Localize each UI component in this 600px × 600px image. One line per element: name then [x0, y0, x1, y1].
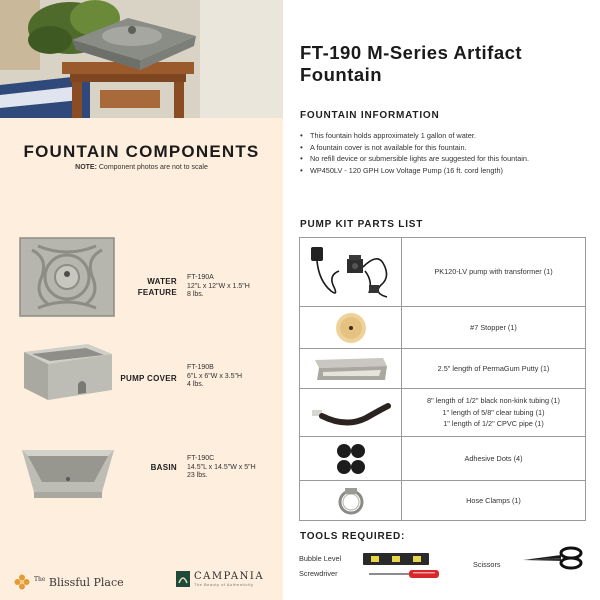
parts-table [299, 237, 586, 521]
part-description [402, 481, 586, 521]
part-description [402, 307, 586, 349]
campania-tagline: The Beauty of Authenticity [194, 582, 254, 587]
hose-clamp-icon [331, 484, 371, 518]
scissors-icon [521, 546, 585, 570]
part-image-cell [300, 389, 402, 437]
component-code: FT-190A [187, 274, 214, 281]
part-line: 8" length of 1/2" black non-kink tubing (1) [427, 396, 560, 406]
part-line: 2.5" length of PermaGum Putty (1) [437, 363, 550, 373]
part-line: #7 Stopper (1) [470, 322, 517, 332]
product-photo [0, 0, 283, 118]
part-line: Hose Clamps (1) [466, 495, 521, 505]
page-title: FT-190 M-Series Artifact Fountain [300, 42, 523, 85]
table-row [300, 389, 586, 437]
bubble-level-icon [363, 551, 429, 567]
component-name: PUMP COVER [120, 374, 177, 383]
part-image-cell [300, 307, 402, 349]
info-panel [283, 0, 600, 600]
part-description [402, 437, 586, 481]
tool-screwdriver-label: Screwdriver [299, 569, 338, 578]
tool-scissors-label: Scissors [473, 560, 501, 569]
list-item: • No refill device or submersible lights are suggested for this fountain. [300, 153, 590, 165]
part-image-cell [300, 481, 402, 521]
table-row [300, 481, 586, 521]
component-info [187, 455, 283, 481]
parts-heading: PUMP KIT PARTS LIST [300, 219, 424, 230]
campania-mark-icon [176, 571, 190, 587]
tubing-icon [306, 398, 396, 428]
note-label: NOTE: [75, 164, 97, 171]
component-weight: 8 lbs. [187, 291, 204, 298]
info-heading: FOUNTAIN INFORMATION [300, 110, 440, 121]
part-image-cell [300, 349, 402, 389]
campania-logo[interactable] [176, 571, 264, 587]
part-description [402, 349, 586, 389]
water-feature-image [18, 236, 116, 318]
table-row [300, 307, 586, 349]
blissful-name: Blissful Place [48, 575, 124, 589]
component-code: FT-190B [187, 364, 214, 371]
component-weight: 23 lbs. [187, 472, 208, 479]
component-dims: 6"L x 6"W x 3.5"H [187, 372, 243, 380]
part-line: PK120-LV pump with transformer (1) [434, 267, 553, 277]
component-info [187, 364, 283, 390]
component-weight: 4 lbs. [187, 381, 204, 388]
part-description [402, 238, 586, 307]
blissful-place-logo[interactable] [14, 574, 124, 590]
note-text: Component photos are not to scale [98, 164, 208, 171]
component-name: BASIN [150, 463, 177, 472]
components-title: FOUNTAIN COMPONENTS [23, 142, 260, 161]
table-row [300, 349, 586, 389]
list-item: • A fountain cover is not available for this fountain. [300, 142, 590, 154]
flower-icon [14, 574, 30, 590]
component-dims: 14.5"L x 14.5"W x 5"H [187, 463, 256, 471]
component-info [187, 274, 283, 300]
components-note [0, 164, 283, 171]
adhesive-dots-icon [331, 441, 371, 477]
basin-image [18, 446, 118, 502]
component-code: FT-190C [187, 455, 215, 462]
component-dims: 12"L x 12"W x 1.5"H [187, 282, 250, 290]
part-line: 1" length of 5/8" clear tubing (1) [442, 407, 545, 417]
info-list [300, 130, 590, 177]
component-name: WATER FEATURE [137, 277, 177, 297]
pump-cover-image [18, 342, 116, 402]
list-item: • WP450LV - 120 GPH Low Voltage Pump (16 ft. cord length) [300, 165, 590, 177]
part-line: Adhesive Dots (4) [464, 453, 523, 463]
screwdriver-icon [369, 568, 441, 580]
table-row [300, 238, 586, 307]
components-panel [0, 0, 283, 600]
campania-name: CAMPANIA [194, 571, 265, 582]
tools-heading: TOOLS REQUIRED: [300, 531, 406, 542]
list-item: • This fountain holds approximately 1 gallon of water. [300, 130, 590, 142]
blissful-the: The [34, 575, 46, 583]
part-image-cell [300, 437, 402, 481]
part-image-cell [300, 238, 402, 307]
putty-icon [311, 354, 391, 384]
pump-transformer-icon [303, 241, 399, 303]
table-row [300, 437, 586, 481]
part-description [402, 389, 586, 437]
part-line: 1" length of 1/2" CPVC pipe (1) [443, 419, 544, 429]
stopper-icon [331, 310, 371, 346]
tool-bubble-level-label: Bubble Level [299, 554, 342, 563]
